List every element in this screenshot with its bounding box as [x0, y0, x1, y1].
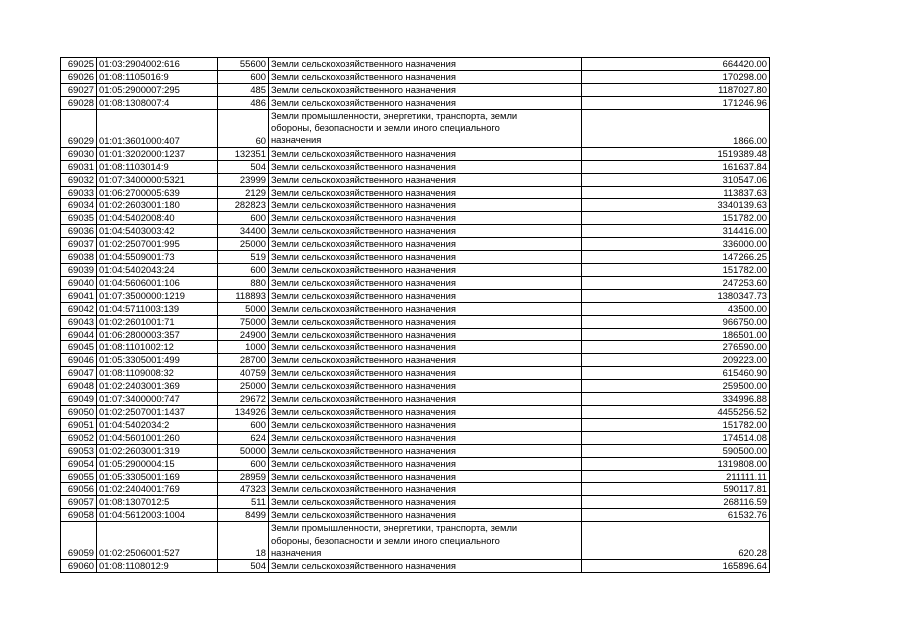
- land-category-cell: Земли сельскохозяйственного назначения: [269, 354, 582, 367]
- row-number-cell: 69034: [61, 199, 97, 212]
- row-number-cell: 69057: [61, 496, 97, 509]
- cadastral-number-cell: 01:04:5403003:42: [97, 225, 218, 238]
- table-row: [61, 289, 770, 302]
- cadastral-value-cell: 336000.00: [582, 238, 770, 251]
- row-number-cell: 69028: [61, 96, 97, 109]
- cadastral-number-cell: 01:08:1105016:9: [97, 70, 218, 83]
- row-number-cell: 69045: [61, 341, 97, 354]
- cadastral-value-cell: 151782.00: [582, 264, 770, 277]
- cadastral-value-cell: 334996.88: [582, 393, 770, 406]
- row-number-cell: 69051: [61, 418, 97, 431]
- cadastral-value-cell: 966750.00: [582, 315, 770, 328]
- land-category-text: [271, 522, 579, 559]
- area-cell: 519: [218, 251, 269, 264]
- cadastral-value-cell: 61532.76: [582, 509, 770, 522]
- cadastral-number-cell: 01:04:5402043:24: [97, 264, 218, 277]
- land-category-cell: Земли сельскохозяйственного назначения: [269, 276, 582, 289]
- area-cell: 5000: [218, 302, 269, 315]
- table-row: [61, 147, 770, 160]
- row-number-cell: 69058: [61, 509, 97, 522]
- area-cell: 624: [218, 431, 269, 444]
- cadastral-value-cell: 171246.96: [582, 96, 770, 109]
- area-cell: 50000: [218, 444, 269, 457]
- cadastral-number-cell: 01:07:3500000:1219: [97, 289, 218, 302]
- cadastral-value-cell: 276590.00: [582, 341, 770, 354]
- land-category-cell: Земли сельскохозяйственного назначения: [269, 238, 582, 251]
- row-number-cell: 69041: [61, 289, 97, 302]
- land-category-line: Земли промышленности, энергетики, транспорта, земли: [271, 109, 518, 121]
- cadastral-number-cell: 01:03:2904002:616: [97, 58, 218, 71]
- land-category-cell: Земли сельскохозяйственного назначения: [269, 328, 582, 341]
- cadastral-value-cell: 113837.63: [582, 186, 770, 199]
- cadastral-value-cell: 170298.00: [582, 70, 770, 83]
- table-row: [61, 212, 770, 225]
- cadastral-number-cell: 01:05:3305001:169: [97, 470, 218, 483]
- land-category-cell: Земли сельскохозяйственного назначения: [269, 393, 582, 406]
- land-category-cell: Земли сельскохозяйственного назначения: [269, 457, 582, 470]
- cadastral-number-cell: 01:06:2800003:357: [97, 328, 218, 341]
- area-cell: 600: [218, 212, 269, 225]
- land-category-cell: Земли сельскохозяйственного назначения: [269, 186, 582, 199]
- cadastral-value-cell: 1866.00: [582, 109, 770, 147]
- table-row: [61, 405, 770, 418]
- table-row: [61, 418, 770, 431]
- area-cell: 282823: [218, 199, 269, 212]
- area-cell: 25000: [218, 238, 269, 251]
- cadastral-value-cell: 186501.00: [582, 328, 770, 341]
- table-row: [61, 483, 770, 496]
- cadastral-number-cell: 01:04:5606001:106: [97, 276, 218, 289]
- table-row: [61, 264, 770, 277]
- area-cell: 24900: [218, 328, 269, 341]
- cadastral-number-cell: 01:08:1103014:9: [97, 160, 218, 173]
- table-row: [61, 160, 770, 173]
- land-category-cell: Земли сельскохозяйственного назначения: [269, 405, 582, 418]
- cadastral-number-cell: 01:04:5601001:260: [97, 431, 218, 444]
- cadastral-number-cell: 01:07:3400000:747: [97, 393, 218, 406]
- cadastral-value-cell: 615460.90: [582, 367, 770, 380]
- land-category-cell: Земли сельскохозяйственного назначения: [269, 264, 582, 277]
- row-number-cell: 69025: [61, 58, 97, 71]
- area-cell: 2129: [218, 186, 269, 199]
- area-cell: 28700: [218, 354, 269, 367]
- row-number-cell: 69059: [61, 522, 97, 560]
- table-row: [61, 431, 770, 444]
- area-cell: 25000: [218, 380, 269, 393]
- table-row: [61, 457, 770, 470]
- cadastral-value-cell: 43500.00: [582, 302, 770, 315]
- land-category-cell: Земли сельскохозяйственного назначения: [269, 496, 582, 509]
- row-number-cell: 69030: [61, 147, 97, 160]
- land-category-cell: Земли сельскохозяйственного назначения: [269, 560, 582, 573]
- land-category-cell: Земли сельскохозяйственного назначения: [269, 483, 582, 496]
- area-cell: 511: [218, 496, 269, 509]
- cadastral-number-cell: 01:08:1109008:32: [97, 367, 218, 380]
- cadastral-number-cell: 01:01:3601000:407: [97, 109, 218, 147]
- cadastral-value-cell: 590500.00: [582, 444, 770, 457]
- land-category-cell: Земли сельскохозяйственного назначения: [269, 212, 582, 225]
- land-category-line: назначения: [271, 134, 322, 146]
- cadastral-value-cell: 664420.00: [582, 58, 770, 71]
- area-cell: 34400: [218, 225, 269, 238]
- row-number-cell: 69035: [61, 212, 97, 225]
- row-number-cell: 69050: [61, 405, 97, 418]
- cadastral-value-cell: 259500.00: [582, 380, 770, 393]
- cadastral-number-cell: 01:02:2404001:769: [97, 483, 218, 496]
- land-category-cell: [269, 109, 582, 147]
- cadastral-number-cell: 01:02:2603001:319: [97, 444, 218, 457]
- row-number-cell: 69053: [61, 444, 97, 457]
- cadastral-value-cell: 151782.00: [582, 212, 770, 225]
- cadastral-number-cell: 01:04:5402034:2: [97, 418, 218, 431]
- land-category-cell: Земли сельскохозяйственного назначения: [269, 418, 582, 431]
- land-category-cell: Земли сельскохозяйственного назначения: [269, 302, 582, 315]
- cadastral-value-cell: 165896.64: [582, 560, 770, 573]
- cadastral-number-cell: 01:02:2601001:71: [97, 315, 218, 328]
- row-number-cell: 69060: [61, 560, 97, 573]
- land-category-cell: Земли сельскохозяйственного назначения: [269, 173, 582, 186]
- area-cell: 23999: [218, 173, 269, 186]
- area-cell: 504: [218, 560, 269, 573]
- land-category-cell: Земли сельскохозяйственного назначения: [269, 315, 582, 328]
- cadastral-value-cell: 1519389.48: [582, 147, 770, 160]
- cadastral-value-cell: 161637.84: [582, 160, 770, 173]
- row-number-cell: 69036: [61, 225, 97, 238]
- row-number-cell: 69037: [61, 238, 97, 251]
- cadastral-value-cell: 268116.59: [582, 496, 770, 509]
- table-row: [61, 444, 770, 457]
- table-row: [61, 251, 770, 264]
- land-category-line: обороны, безопасности и земли иного специального: [271, 122, 500, 134]
- table-row: [61, 354, 770, 367]
- table-row: [61, 470, 770, 483]
- table-row: [61, 560, 770, 573]
- land-category-cell: Земли сельскохозяйственного назначения: [269, 147, 582, 160]
- table-row: [61, 509, 770, 522]
- land-category-cell: Земли сельскохозяйственного назначения: [269, 160, 582, 173]
- row-number-cell: 69039: [61, 264, 97, 277]
- cadastral-value-cell: 310547.06: [582, 173, 770, 186]
- area-cell: 47323: [218, 483, 269, 496]
- cadastral-value-cell: 3340139.63: [582, 199, 770, 212]
- area-cell: 600: [218, 70, 269, 83]
- land-category-cell: [269, 522, 582, 560]
- land-category-cell: Земли сельскохозяйственного назначения: [269, 431, 582, 444]
- row-number-cell: 69027: [61, 83, 97, 96]
- table-row: [61, 199, 770, 212]
- row-number-cell: 69055: [61, 470, 97, 483]
- land-category-line: Земли промышленности, энергетики, транспорта, земли: [271, 522, 518, 534]
- table-row: [61, 109, 770, 147]
- row-number-cell: 69047: [61, 367, 97, 380]
- cadastral-value-cell: 314416.00: [582, 225, 770, 238]
- land-category-cell: Земли сельскохозяйственного назначения: [269, 509, 582, 522]
- row-number-cell: 69029: [61, 109, 97, 147]
- table-row: [61, 380, 770, 393]
- cadastral-value-cell: 174514.08: [582, 431, 770, 444]
- row-number-cell: 69054: [61, 457, 97, 470]
- area-cell: 40759: [218, 367, 269, 380]
- row-number-cell: 69042: [61, 302, 97, 315]
- cadastral-value-cell: 147266.25: [582, 251, 770, 264]
- row-number-cell: 69043: [61, 315, 97, 328]
- cadastral-number-cell: 01:06:2700005:639: [97, 186, 218, 199]
- table-row: [61, 83, 770, 96]
- area-cell: 600: [218, 418, 269, 431]
- area-cell: 600: [218, 457, 269, 470]
- area-cell: 60: [218, 109, 269, 147]
- cadastral-number-cell: 01:02:2507001:1437: [97, 405, 218, 418]
- row-number-cell: 69031: [61, 160, 97, 173]
- table-row: [61, 96, 770, 109]
- area-cell: 486: [218, 96, 269, 109]
- cadastral-number-cell: 01:08:1307012:5: [97, 496, 218, 509]
- cadastral-number-cell: 01:05:3305001:499: [97, 354, 218, 367]
- table-row: [61, 393, 770, 406]
- land-category-text: [271, 110, 579, 147]
- area-cell: 504: [218, 160, 269, 173]
- table-row: [61, 315, 770, 328]
- cadastral-value-cell: 4455256.52: [582, 405, 770, 418]
- land-category-cell: Земли сельскохозяйственного назначения: [269, 380, 582, 393]
- cadastral-value-cell: 209223.00: [582, 354, 770, 367]
- land-category-cell: Земли сельскохозяйственного назначения: [269, 199, 582, 212]
- cadastral-number-cell: 01:04:5711003:139: [97, 302, 218, 315]
- land-category-cell: Земли сельскохозяйственного назначения: [269, 444, 582, 457]
- table-row: [61, 173, 770, 186]
- cadastral-number-cell: 01:08:1101002:12: [97, 341, 218, 354]
- cadastral-number-cell: 01:08:1308007:4: [97, 96, 218, 109]
- table-row: [61, 186, 770, 199]
- cadastral-number-cell: 01:05:2900004:15: [97, 457, 218, 470]
- cadastral-number-cell: 01:01:3202000:1237: [97, 147, 218, 160]
- cadastral-number-cell: 01:04:5612003:1004: [97, 509, 218, 522]
- land-category-cell: Земли сельскохозяйственного назначения: [269, 70, 582, 83]
- table-row: [61, 70, 770, 83]
- area-cell: 18: [218, 522, 269, 560]
- row-number-cell: 69033: [61, 186, 97, 199]
- table-body: [61, 58, 770, 573]
- area-cell: 134926: [218, 405, 269, 418]
- land-category-cell: Земли сельскохозяйственного назначения: [269, 58, 582, 71]
- cadastral-number-cell: 01:02:2506001:527: [97, 522, 218, 560]
- cadastral-value-cell: 1319808.00: [582, 457, 770, 470]
- row-number-cell: 69044: [61, 328, 97, 341]
- area-cell: 75000: [218, 315, 269, 328]
- area-cell: 600: [218, 264, 269, 277]
- land-category-cell: Земли сельскохозяйственного назначения: [269, 367, 582, 380]
- cadastral-number-cell: 01:07:3400000:5321: [97, 173, 218, 186]
- land-category-line: обороны, безопасности и земли иного специального: [271, 534, 500, 546]
- row-number-cell: 69056: [61, 483, 97, 496]
- area-cell: 28959: [218, 470, 269, 483]
- cadastral-number-cell: 01:04:5509001:73: [97, 251, 218, 264]
- cadastral-value-cell: 1187027.80: [582, 83, 770, 96]
- land-category-cell: Земли сельскохозяйственного назначения: [269, 251, 582, 264]
- cadastral-value-cell: 247253.60: [582, 276, 770, 289]
- cadastral-value-cell: 590117.81: [582, 483, 770, 496]
- cadastral-number-cell: 01:02:2507001:995: [97, 238, 218, 251]
- table-row: [61, 58, 770, 71]
- cadastral-value-cell: 1380347.73: [582, 289, 770, 302]
- table-row: [61, 367, 770, 380]
- area-cell: 8499: [218, 509, 269, 522]
- cadastral-number-cell: 01:08:1108012:9: [97, 560, 218, 573]
- row-number-cell: 69032: [61, 173, 97, 186]
- area-cell: 29672: [218, 393, 269, 406]
- land-category-cell: Земли сельскохозяйственного назначения: [269, 225, 582, 238]
- area-cell: 55600: [218, 58, 269, 71]
- table-row: [61, 496, 770, 509]
- cadastral-value-cell: 211111.11: [582, 470, 770, 483]
- row-number-cell: 69026: [61, 70, 97, 83]
- table-row: [61, 238, 770, 251]
- row-number-cell: 69049: [61, 393, 97, 406]
- row-number-cell: 69040: [61, 276, 97, 289]
- area-cell: 880: [218, 276, 269, 289]
- area-cell: 118893: [218, 289, 269, 302]
- land-category-line: назначения: [271, 546, 322, 558]
- row-number-cell: 69048: [61, 380, 97, 393]
- cadastral-number-cell: 01:05:2900007:295: [97, 83, 218, 96]
- row-number-cell: 69052: [61, 431, 97, 444]
- cadastral-number-cell: 01:04:5402008:40: [97, 212, 218, 225]
- table-row: [61, 276, 770, 289]
- cadastral-number-cell: 01:02:2403001:369: [97, 380, 218, 393]
- cadastral-number-cell: 01:02:2603001:180: [97, 199, 218, 212]
- row-number-cell: 69046: [61, 354, 97, 367]
- land-category-cell: Земли сельскохозяйственного назначения: [269, 341, 582, 354]
- land-category-cell: Земли сельскохозяйственного назначения: [269, 96, 582, 109]
- cadastral-value-cell: 151782.00: [582, 418, 770, 431]
- table-row: [61, 302, 770, 315]
- row-number-cell: 69038: [61, 251, 97, 264]
- cadastral-value-cell: 620.28: [582, 522, 770, 560]
- area-cell: 132351: [218, 147, 269, 160]
- land-category-cell: Земли сельскохозяйственного назначения: [269, 83, 582, 96]
- area-cell: 485: [218, 83, 269, 96]
- land-cadastre-table: [60, 57, 770, 573]
- table-row: [61, 328, 770, 341]
- table-row: [61, 225, 770, 238]
- table-row: [61, 522, 770, 560]
- table-row: [61, 341, 770, 354]
- land-category-cell: Земли сельскохозяйственного назначения: [269, 289, 582, 302]
- area-cell: 1000: [218, 341, 269, 354]
- land-category-cell: Земли сельскохозяйственного назначения: [269, 470, 582, 483]
